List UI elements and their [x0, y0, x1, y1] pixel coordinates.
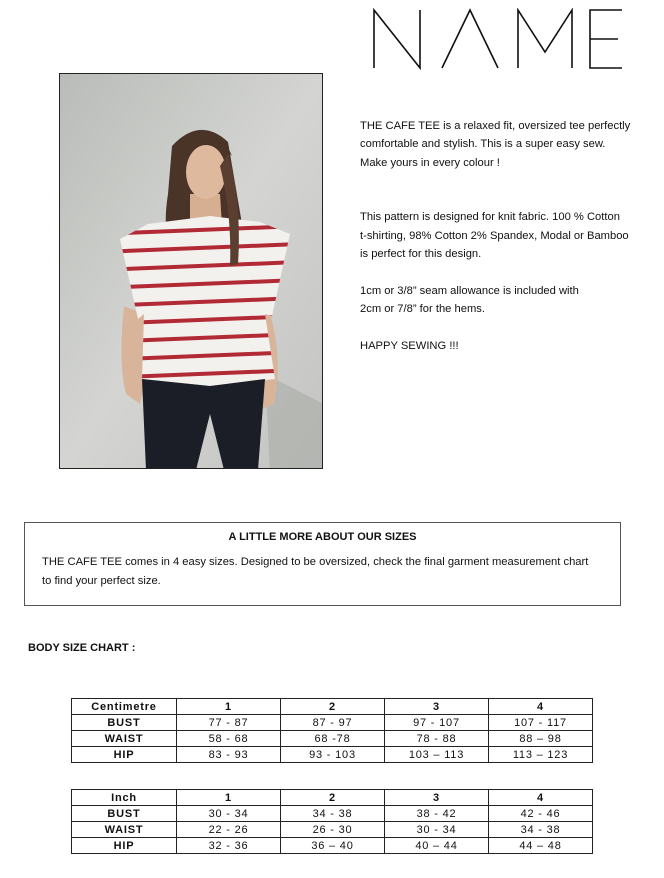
table-cell: 34 - 38: [281, 806, 385, 822]
row-label: BUST: [72, 806, 177, 822]
description-line: HAPPY SEWING !!!: [360, 339, 459, 352]
table-cell: 87 - 97: [281, 715, 385, 731]
table-cell: 97 - 107: [385, 715, 489, 731]
table-header-cell: 2: [281, 699, 385, 715]
table-cell: 30 - 34: [385, 822, 489, 838]
table-header-cell: 1: [177, 790, 281, 806]
table-row: [72, 731, 593, 747]
sizes-text-line: THE CAFE TEE comes in 4 easy sizes. Designed to be oversized, check the final garment measurement chart: [42, 556, 589, 568]
sizes-text-line: to find your perfect size.: [42, 574, 161, 587]
paragraph-gap: [360, 263, 660, 281]
table-row: [72, 838, 593, 854]
row-label: WAIST: [72, 822, 177, 838]
table-cell: 26 - 30: [281, 822, 385, 838]
table-row: [72, 806, 593, 822]
table-cell: 103 – 113: [385, 747, 489, 763]
description-line: is perfect for this design.: [360, 248, 482, 261]
table-header-cell: Centimetre: [72, 699, 177, 715]
description-line: comfortable and stylish. This is a super easy sew.: [360, 138, 606, 151]
table-cell: 32 - 36: [177, 838, 281, 854]
table-row: [72, 747, 593, 763]
inch-size-table: [71, 789, 593, 854]
table-row: [72, 822, 593, 838]
description-line: Make yours in every colour !: [360, 156, 500, 169]
model-illustration: [60, 74, 323, 469]
description-line: THE CAFE TEE is a relaxed fit, oversized tee perfectly: [360, 120, 631, 132]
description-line: t-shirting, 98% Cotton 2% Spandex, Modal or Bamboo: [360, 229, 629, 242]
table-cell: 40 – 44: [385, 838, 489, 854]
table-cell: 42 - 46: [489, 806, 593, 822]
table-cell: 77 - 87: [177, 715, 281, 731]
table-cell: 113 – 123: [489, 747, 593, 763]
table-header-cell: 1: [177, 699, 281, 715]
table-header-cell: 4: [489, 790, 593, 806]
table-cell: 68 -78: [281, 731, 385, 747]
paragraph-gap: [360, 318, 660, 336]
product-description: [360, 117, 660, 355]
cm-size-table: [71, 698, 593, 763]
table-header-cell: 2: [281, 790, 385, 806]
table-header-cell: 4: [489, 699, 593, 715]
table-cell: 38 - 42: [385, 806, 489, 822]
description-line: 1cm or 3/8” seam allowance is included with: [360, 284, 579, 297]
sizes-title: A LITTLE MORE ABOUT OUR SIZES: [228, 531, 417, 543]
description-line: 2cm or 7/8” for the hems.: [360, 302, 485, 315]
table-cell: 44 – 48: [489, 838, 593, 854]
table-header-row: [72, 790, 593, 806]
table-cell: 93 - 103: [281, 747, 385, 763]
table-cell: 107 - 117: [489, 715, 593, 731]
table-cell: 22 - 26: [177, 822, 281, 838]
table-header-row: [72, 699, 593, 715]
row-label: HIP: [72, 747, 177, 763]
table-cell: 36 – 40: [281, 838, 385, 854]
table-cell: 30 - 34: [177, 806, 281, 822]
row-label: WAIST: [72, 731, 177, 747]
brand-logo: [372, 8, 624, 70]
table-header-cell: 3: [385, 699, 489, 715]
row-label: BUST: [72, 715, 177, 731]
paragraph-gap: [360, 172, 660, 209]
table-cell: 88 – 98: [489, 731, 593, 747]
table-row: [72, 715, 593, 731]
table-header-cell: 3: [385, 790, 489, 806]
table-cell: 83 - 93: [177, 747, 281, 763]
table-cell: 58 - 68: [177, 731, 281, 747]
table-cell: 34 - 38: [489, 822, 593, 838]
sizes-info-box: [24, 522, 621, 606]
row-label: HIP: [72, 838, 177, 854]
description-line: This pattern is designed for knit fabric. 100 % Cotton: [360, 211, 620, 224]
model-photo: [59, 73, 323, 469]
sizes-text: [42, 553, 617, 590]
table-header-cell: Inch: [72, 790, 177, 806]
body-size-chart-label: BODY SIZE CHART :: [28, 642, 136, 654]
table-cell: 78 - 88: [385, 731, 489, 747]
